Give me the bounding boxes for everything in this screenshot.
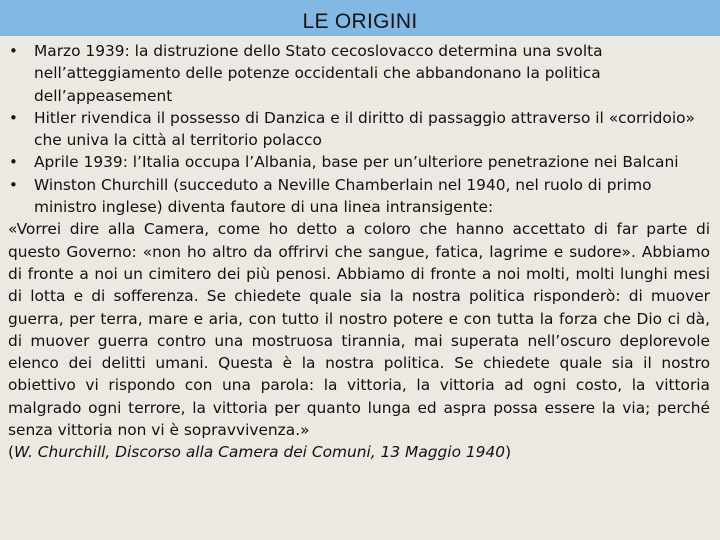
bullet-icon: •	[9, 175, 18, 194]
bullet-text: Hitler rivendica il possesso di Danzica e il diritto di passaggio attraverso il «corridoio» che univa la città al territorio polacco	[34, 108, 695, 150]
bullet-item	[8, 151, 710, 173]
citation-close: )	[505, 443, 512, 462]
slide-content	[8, 40, 710, 464]
bullet-icon: •	[9, 108, 18, 127]
bullet-item	[8, 107, 710, 152]
slide-title: LE ORIGINI	[302, 10, 418, 33]
citation-open: (	[8, 443, 15, 462]
bullet-item	[8, 40, 710, 107]
bullet-icon: •	[9, 153, 18, 172]
quote-citation	[8, 441, 710, 463]
bullet-text: Marzo 1939: la distruzione dello Stato cecoslovacco determina una svolta nell’atteggiamento delle potenze occidentali che abbandonano la politica dell’appeasement	[34, 42, 603, 105]
bullet-text: Winston Churchill (succeduto a Neville Chamberlain nel 1940, nel ruolo di primo ministro inglese) diventa fautore di una linea intransigente:	[34, 175, 652, 217]
bullet-item	[8, 174, 710, 219]
bullet-icon: •	[9, 42, 18, 60]
bullet-list	[8, 40, 710, 218]
bullet-text: Aprile 1939: l’Italia occupa l’Albania, base per un’ulteriore penetrazione nei Balcani	[34, 153, 679, 172]
churchill-quote: «Vorrei dire alla Camera, come ho detto a coloro che hanno accettato di far parte di questo Governo: «non ho altro da offrirvi che sangue, fatica, lagrime e sudore». Abbiamo di fronte a noi un cimitero dei più penosi. Abbiamo di fronte a noi molti, molti lunghi mesi di lotta e di sofferenza. Se chiedete quale sia la nostra politica risponderò: di muover guerra, per terra, mare e aria, con tutto il nostro potere e con tutta la forza che Dio ci dà, di muover guerra contro una mostruosa tirannia, mai superata nell’oscuro deplorevole elenco dei delitti umani. Questa è la nostra politica. Se chiedete quale sia il nostro obiettivo vi rispondo con una parola: la vittoria, la vittoria ad ogni costo, la vittoria malgrado ogni terrore, la vittoria per quanto lunga ed aspra possa essere la via; perché senza vittoria non vi è sopravvivenza.»	[8, 220, 710, 440]
citation-text: W. Churchill, Discorso alla Camera dei Comuni, 13 Maggio 1940	[14, 443, 506, 462]
